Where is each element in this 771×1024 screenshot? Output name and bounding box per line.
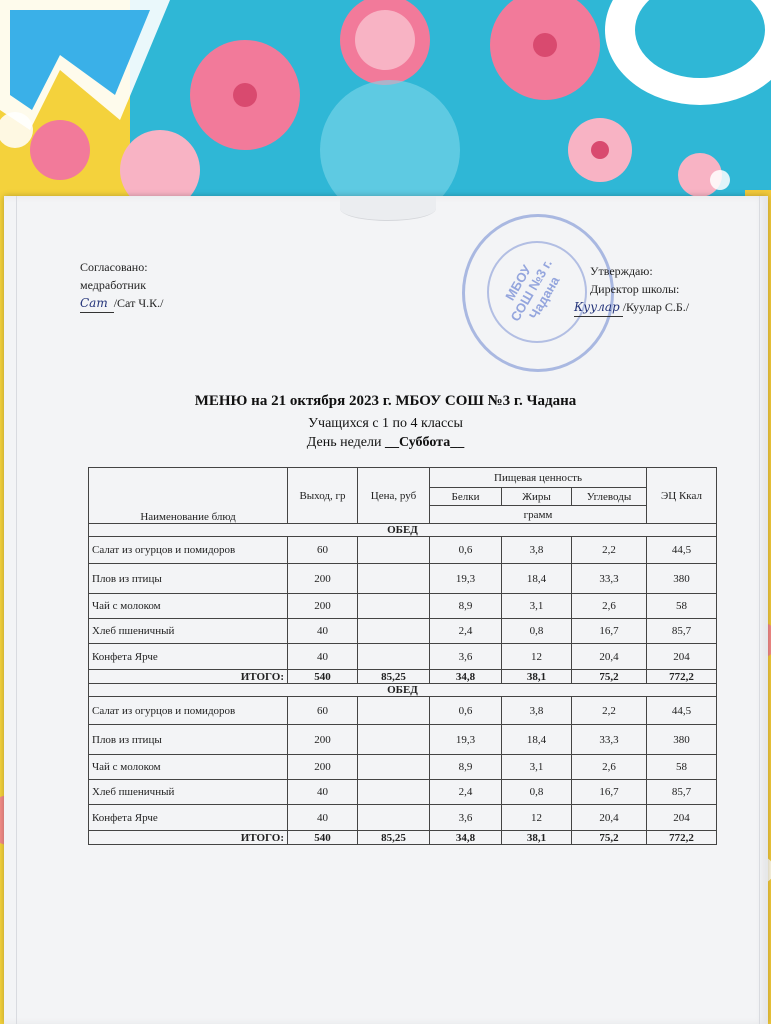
menu-title: МЕНЮ на 21 октября 2023 г. МБОУ СОШ №3 г. Чадана (194, 393, 577, 409)
dish-energy: 204 (647, 644, 717, 670)
dish-energy: 380 (647, 564, 717, 594)
dish-price (358, 619, 430, 644)
section-title: ОБЕД (89, 524, 717, 537)
dish-fats: 3,1 (502, 755, 572, 780)
total-row (89, 670, 717, 684)
menu-section (89, 524, 717, 684)
dish-carbs: 2,2 (572, 537, 647, 564)
dish-price (358, 697, 430, 725)
weekday-label: День недели (306, 435, 385, 450)
dish-fats: 3,1 (502, 594, 572, 619)
approval-label: Согласовано: (80, 260, 148, 274)
weekday-line (0, 435, 771, 451)
dish-proteins: 19,3 (430, 725, 502, 755)
dish-output: 200 (288, 725, 358, 755)
col-header-output: Выход, гр (288, 468, 358, 524)
stamp-text-label: МБОУ СОШ №3 г. Чадана (502, 256, 563, 324)
table-row (89, 537, 717, 564)
table-row (89, 644, 717, 670)
dish-fats: 18,4 (502, 725, 572, 755)
dish-energy: 44,5 (647, 537, 717, 564)
dish-carbs: 33,3 (572, 564, 647, 594)
dish-name: Хлеб пшеничный (89, 780, 288, 805)
table-row (89, 755, 717, 780)
dish-fats: 12 (502, 644, 572, 670)
dish-price (358, 780, 430, 805)
dish-output: 40 (288, 780, 358, 805)
dish-price (358, 537, 430, 564)
dish-proteins: 19,3 (430, 564, 502, 594)
dish-carbs: 33,3 (572, 725, 647, 755)
col-header-fats: Жиры (502, 488, 572, 506)
director-signature: Куулар (574, 300, 620, 314)
table-row (89, 805, 717, 831)
dish-fats: 3,8 (502, 537, 572, 564)
dish-proteins: 0,6 (430, 697, 502, 725)
total-proteins: 34,8 (430, 670, 502, 684)
dish-proteins: 3,6 (430, 805, 502, 831)
sheet-fold (340, 196, 436, 221)
total-proteins: 34,8 (430, 831, 502, 845)
dish-energy: 380 (647, 725, 717, 755)
dish-carbs: 20,4 (572, 805, 647, 831)
dish-carbs: 16,7 (572, 619, 647, 644)
table-row (89, 564, 717, 594)
table-row (89, 697, 717, 725)
total-energy: 772,2 (647, 670, 717, 684)
confirmation-block (574, 262, 690, 317)
dish-carbs: 2,6 (572, 594, 647, 619)
menu-subtitle: Учащихся с 1 по 4 классы (308, 416, 463, 431)
total-carbs: 75,2 (572, 831, 647, 845)
dish-energy: 85,7 (647, 780, 717, 805)
total-label: ИТОГО: (89, 670, 288, 684)
total-output: 540 (288, 831, 358, 845)
dish-proteins: 2,4 (430, 619, 502, 644)
dish-price (358, 594, 430, 619)
dish-energy: 204 (647, 805, 717, 831)
dish-proteins: 8,9 (430, 594, 502, 619)
dish-output: 200 (288, 594, 358, 619)
weekday-value: __Суббота__ (384, 435, 465, 450)
dish-fats: 0,8 (502, 619, 572, 644)
dish-name: Чай с молоком (89, 755, 288, 780)
dish-proteins: 3,6 (430, 644, 502, 670)
dish-energy: 58 (647, 755, 717, 780)
dish-output: 40 (288, 805, 358, 831)
col-header-price: Цена, руб (358, 468, 430, 524)
table-row (89, 619, 717, 644)
dish-price (358, 564, 430, 594)
dish-name: Плов из птицы (89, 564, 288, 594)
approver-signature: Сат (80, 296, 108, 310)
dish-name: Хлеб пшеничный (89, 619, 288, 644)
total-label: ИТОГО: (89, 831, 288, 845)
dish-energy: 44,5 (647, 697, 717, 725)
approval-block (80, 258, 163, 313)
dish-carbs: 16,7 (572, 780, 647, 805)
dish-fats: 18,4 (502, 564, 572, 594)
dish-proteins: 2,4 (430, 780, 502, 805)
dish-energy: 85,7 (647, 619, 717, 644)
dish-energy: 58 (647, 594, 717, 619)
dish-name: Конфета Ярче (89, 805, 288, 831)
dish-output: 200 (288, 564, 358, 594)
total-output: 540 (288, 670, 358, 684)
col-header-carbs: Углеводы (572, 488, 647, 506)
total-fats: 38,1 (502, 831, 572, 845)
total-row (89, 831, 717, 845)
total-carbs: 75,2 (572, 670, 647, 684)
dish-fats: 0,8 (502, 780, 572, 805)
dish-name: Салат из огурцов и помидоров (89, 697, 288, 725)
table-row (89, 780, 717, 805)
dish-price (358, 725, 430, 755)
dish-fats: 12 (502, 805, 572, 831)
dish-name: Салат из огурцов и помидоров (89, 537, 288, 564)
director-signature-line (574, 298, 689, 317)
dish-carbs: 2,2 (572, 697, 647, 725)
col-header-proteins: Белки (430, 488, 502, 506)
approver-name: /Сат Ч.К./ (113, 296, 164, 310)
dish-output: 40 (288, 619, 358, 644)
total-price: 85,25 (358, 831, 430, 845)
table-row (89, 725, 717, 755)
director-role: Директор школы: (590, 282, 680, 296)
total-price: 85,25 (358, 670, 430, 684)
dish-output: 60 (288, 697, 358, 725)
dish-name: Конфета Ярче (89, 644, 288, 670)
col-header-energy: ЭЦ Ккал (647, 468, 717, 524)
dish-name: Чай с молоком (89, 594, 288, 619)
total-fats: 38,1 (502, 670, 572, 684)
table-row (89, 594, 717, 619)
dish-output: 60 (288, 537, 358, 564)
menu-table (88, 467, 717, 845)
dish-carbs: 2,6 (572, 755, 647, 780)
dish-output: 40 (288, 644, 358, 670)
approver-signature-line (80, 294, 163, 313)
dish-price (358, 755, 430, 780)
dish-price (358, 644, 430, 670)
dish-fats: 3,8 (502, 697, 572, 725)
confirmation-label: Утверждаю: (590, 264, 653, 278)
dish-output: 200 (288, 755, 358, 780)
dish-proteins: 8,9 (430, 755, 502, 780)
dish-name: Плов из птицы (89, 725, 288, 755)
col-header-unit: грамм (430, 506, 647, 524)
dish-proteins: 0,6 (430, 537, 502, 564)
section-title: ОБЕД (89, 684, 717, 697)
total-energy: 772,2 (647, 831, 717, 845)
col-header-nutrition: Пищевая ценность (430, 468, 647, 488)
dish-price (358, 805, 430, 831)
approver-role: медработник (80, 278, 147, 292)
menu-section (89, 684, 717, 845)
menu-table-wrapper (88, 467, 717, 845)
dish-carbs: 20,4 (572, 644, 647, 670)
director-name: /Куулар С.Б./ (622, 300, 690, 314)
col-header-name: Наименование блюд (89, 468, 288, 524)
